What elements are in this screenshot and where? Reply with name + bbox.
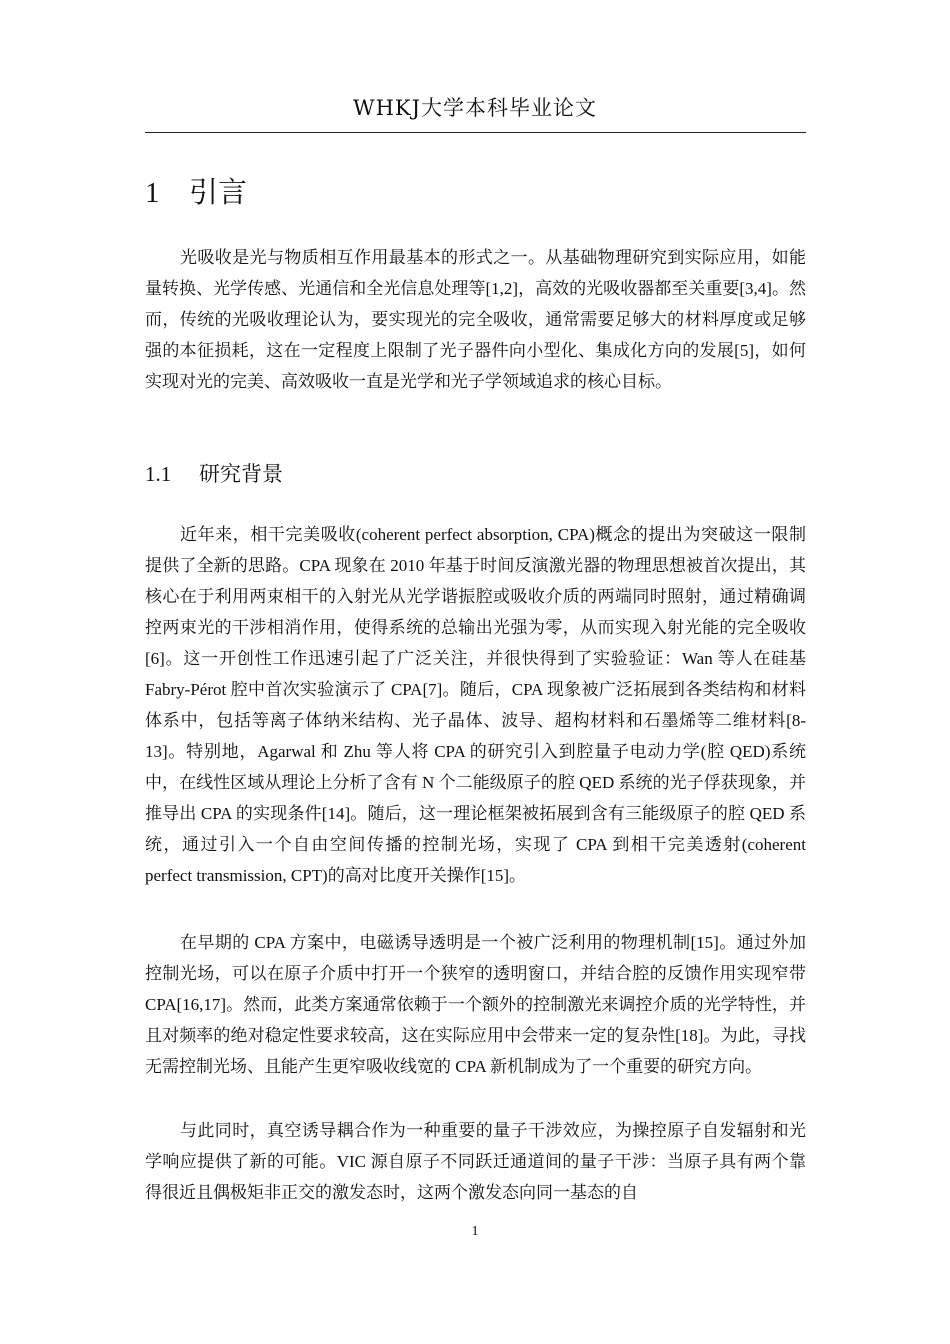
page-header: WHKJ大学本科毕业论文: [352, 96, 597, 120]
section-number: 1.1: [145, 462, 172, 486]
chapter-title: 引言: [189, 175, 248, 209]
page-number: 1: [471, 1224, 479, 1239]
header-divider: [145, 132, 806, 133]
paragraph-vic: 与此同时，真空诱导耦合作为一种重要的量子干涉效应，为操控原子自发辐射和光学响应提供了新的可能。VIC 源自原子不同跃迁通道间的量子干涉：当原子具有两个靠得很近且偶极矩非正交的激发态时，这两个激发态向同一基态的自: [145, 1121, 806, 1202]
chapter-number: 1: [145, 177, 160, 209]
section-heading: [145, 458, 283, 488]
paragraph-intro: 光吸收是光与物质相互作用最基本的形式之一。从基础物理研究到实际应用，如能量转换、光学传感、光通信和全光信息处理等[1,2]，高效的光吸收器都至关重要[3,4]。然而，传统的光吸收理论认为，要实现光的完全吸收，通常需要足够大的材料厚度或足够强的本征损耗，这在一定程度上限制了光子器件向小型化、集成化方向的发展[5]，如何实现对光的完美、高效吸收一直是光学和光子学领域追求的核心目标。: [145, 248, 806, 391]
chapter-heading: [145, 170, 247, 211]
paragraph-cpa-background: 近年来，相干完美吸收(coherent perfect absorption, CPA)概念的提出为突破这一限制提供了全新的思路。CPA 现象在 2010 年基于时间反演激光器的物理思想被首次提出，其核心在于利用两束相干的入射光从光学谐振腔或吸收介质的两端同时照射，通过精确调控两束光的干涉相消作用，使得系统的总输出光强为零，从而实现入射光能的完全吸收[6]。这一开创性工作迅速引起了广泛关注，并很快得到了实验验证：Wan 等人在硅基 Fabry-Pérot 腔中首次实验演示了 CPA[7]。随后，CPA 现象被广泛拓展到各类结构和材料体系中，包括等离子体纳米结构、光子晶体、波导、超构材料和石墨烯等二维材料[8-13]。特别地，Agarwal 和 Zhu 等人将 CPA 的研究引入到腔量子电动力学(腔 QED)系统中，在线性区域从理论上分析了含有 N 个二能级原子的腔 QED 系统的光子俘获现象，并推导出 CPA 的实现条件[14]。随后，这一理论框架被拓展到含有三能级原子的腔 QED 系统，通过引入一个自由空间传播的控制光场，实现了 CPA 到相干完美透射(coherent perfect transmission, CPT)的高对比度开关操作[15]。: [145, 525, 806, 885]
paragraph-eit-mechanism: 在早期的 CPA 方案中，电磁诱导透明是一个被广泛利用的物理机制[15]。通过外加控制光场，可以在原子介质中打开一个狭窄的透明窗口，并结合腔的反馈作用实现窄带 CPA[16,17]。然而，此类方案通常依赖于一个额外的控制激光来调控介质的光学特性，并且对频率的绝对稳定性要求较高，这在实际应用中会带来一定的复杂性[18]。为此，寻找无需控制光场、且能产生更窄吸收线宽的 CPA 新机制成为了一个重要的研究方向。: [145, 933, 806, 1076]
section-title: 研究背景: [199, 462, 283, 486]
